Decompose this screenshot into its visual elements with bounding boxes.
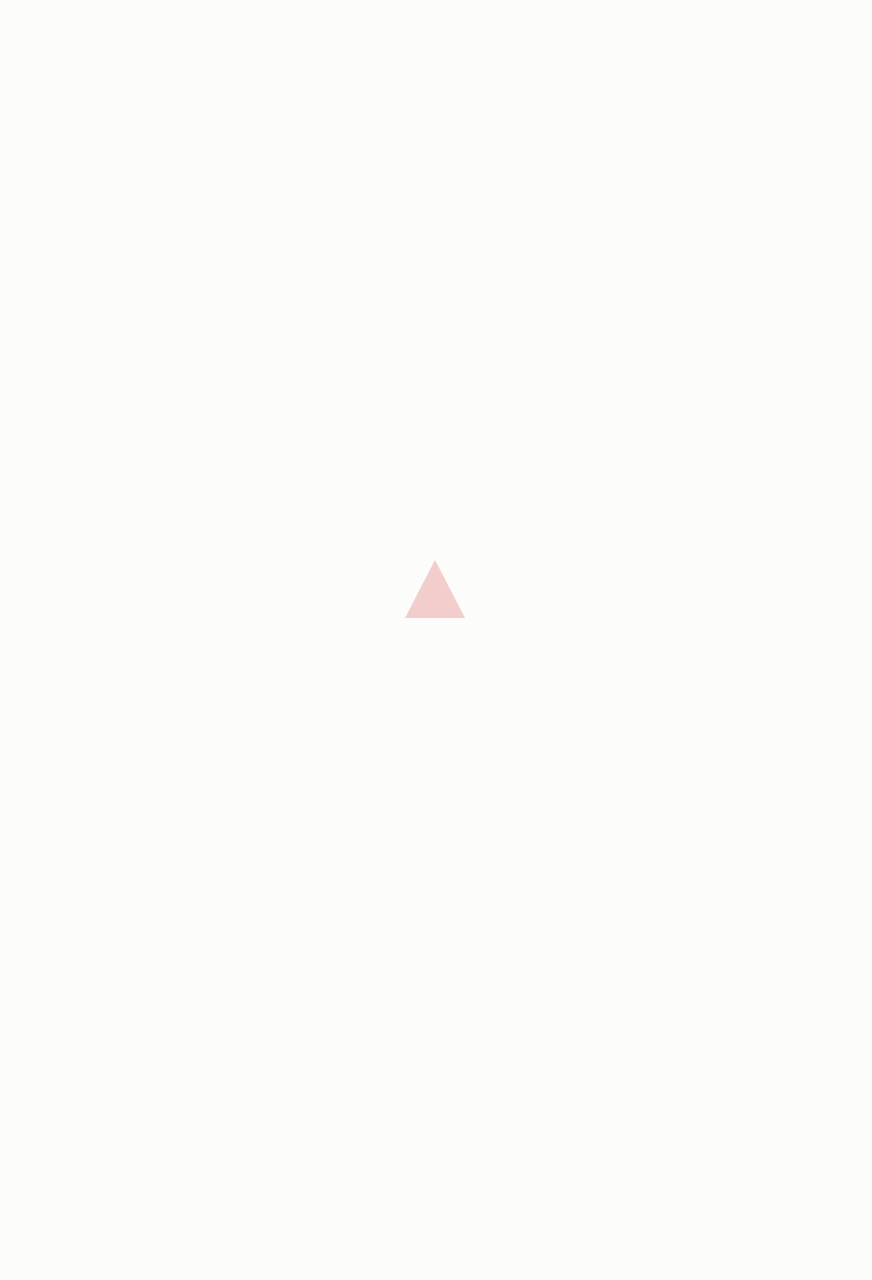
archive-logo-icon [405, 560, 465, 618]
right-text-column [458, 96, 818, 1170]
left-text-column [44, 96, 404, 1170]
